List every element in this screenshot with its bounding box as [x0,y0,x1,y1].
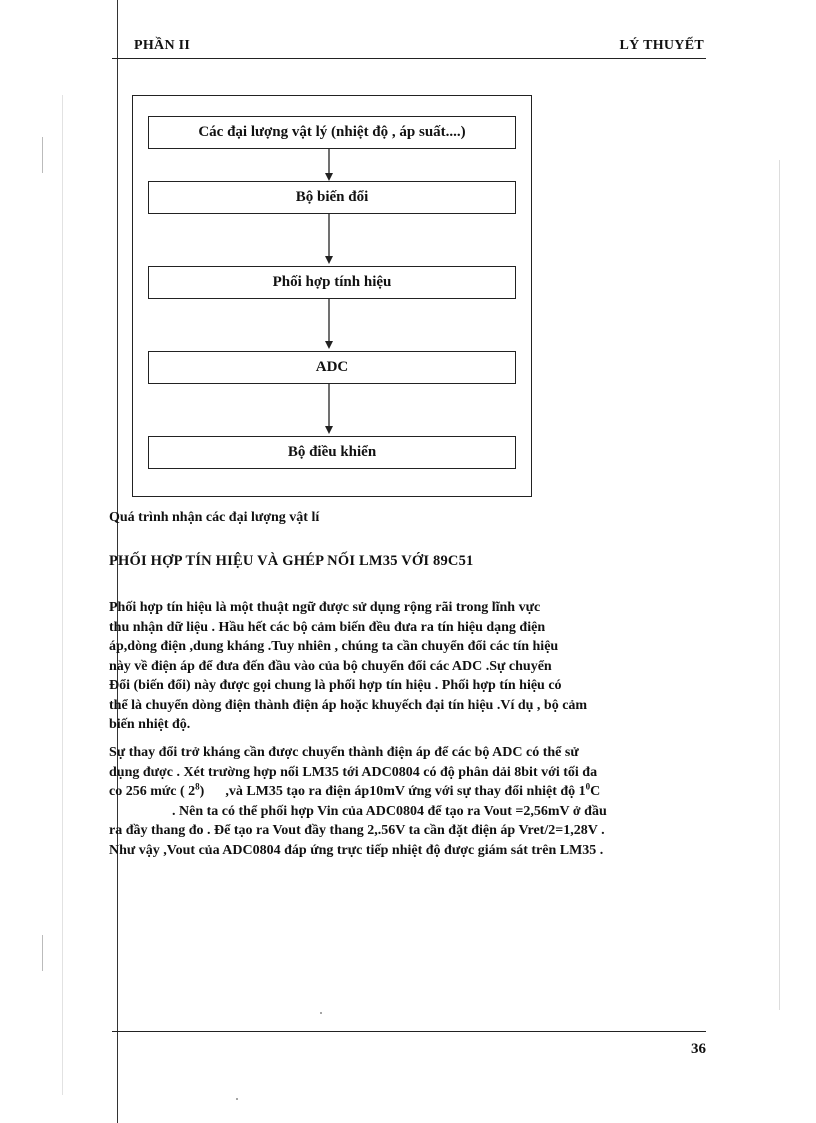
paragraph-line: Đổi (biến đổi) này được gọi chung là phối hợp tín hiệu . Phối hợp tín hiệu có [109,678,562,693]
node-physical-quantities: Các đại lượng vật lý (nhiệt độ , áp suất....) [148,116,516,149]
text-fragment: C [590,784,601,799]
paragraph-line: Sự thay đổi trở kháng cần được chuyển thành điện áp để các bộ ADC có thể sử [109,745,579,760]
section-heading: PHỐI HỢP TÍN HIỆU VÀ GHÉP NỐI LM35 VỚI 89C51 [109,553,474,569]
paragraph-line: biến nhiệt độ. [109,717,191,732]
paragraph-line: . Nên ta có thể phối hợp Vin của ADC0804 để tạo ra Vout =2,56mV ở đầu [172,803,607,819]
paragraph-line: áp,dòng điện ,dung kháng .Tuy nhiên , chúng ta cần chuyển đổi các tín hiệu [109,639,559,654]
text-fragment: co 256 mức ( 2 [109,784,196,799]
header-chapter-label: LÝ THUYẾT [619,38,704,53]
scan-mark-left-bottom [42,935,43,971]
header-rule [112,58,706,59]
node-signal-conditioning: Phối hợp tính hiệu [148,266,516,299]
header-section-label: PHẦN II [134,38,191,53]
scan-mark-left-far [62,95,63,1095]
page-number: 36 [691,1041,706,1057]
scan-speck [236,1098,238,1100]
arrow-down-icon [322,149,336,181]
node-controller: Bộ điều khiển [148,436,516,469]
arrow-down-icon [322,214,336,264]
flow-diagram [132,95,532,497]
node-transducer: Bộ biến đổi [148,181,516,214]
diagram-caption: Quá trình nhận các đại lượng vật lí [109,510,320,525]
scan-mark-right [779,160,780,1010]
paragraph-line: thu nhận dữ liệu . Hầu hết các bộ cảm biến đều đưa ra tín hiệu dạng điện [109,619,546,635]
paragraph-line [109,782,721,802]
arrow-down-icon [322,384,336,434]
paragraph-line: này về điện áp để đưa đến đầu vào của bộ chuyển đổi các ADC .Sự chuyển [109,658,552,674]
degree-superscript: 0 [585,781,591,792]
text-fragment: ) ,và LM35 tạo ra điện áp10mV ứng với sự thay đổi nhiệt độ 1 [199,784,586,799]
scan-speck [320,1012,322,1014]
scan-mark-left-top [42,137,43,173]
paragraph-line: dụng được . Xét trường hợp nối LM35 tới ADC0804 có độ phân dải 8bit với tối đa [109,764,598,780]
footer-rule [112,1031,706,1032]
paragraph-line: Phối hợp tín hiệu là một thuật ngữ được sử dụng rộng rãi trong lĩnh vực [109,600,541,615]
paragraph-line: thể là chuyển dòng điện thành điện áp hoặc khuyếch đại tín hiệu .Ví dụ , bộ cảm [109,697,588,713]
paragraph-signal-conditioning [109,598,721,735]
exponent: 8 [195,781,200,792]
paragraph-line: Như vậy ,Vout của ADC0804 đáp ứng trực tiếp nhiệt độ được giám sát trên LM35 . [109,842,604,858]
paragraph-lm35-adc [109,743,721,860]
node-adc: ADC [148,351,516,384]
arrow-down-icon [322,299,336,349]
paragraph-line: ra đầy thang đo . Để tạo ra Vout đầy thang 2,.56V ta cần đặt điện áp Vret/2=1,28V . [109,823,605,838]
